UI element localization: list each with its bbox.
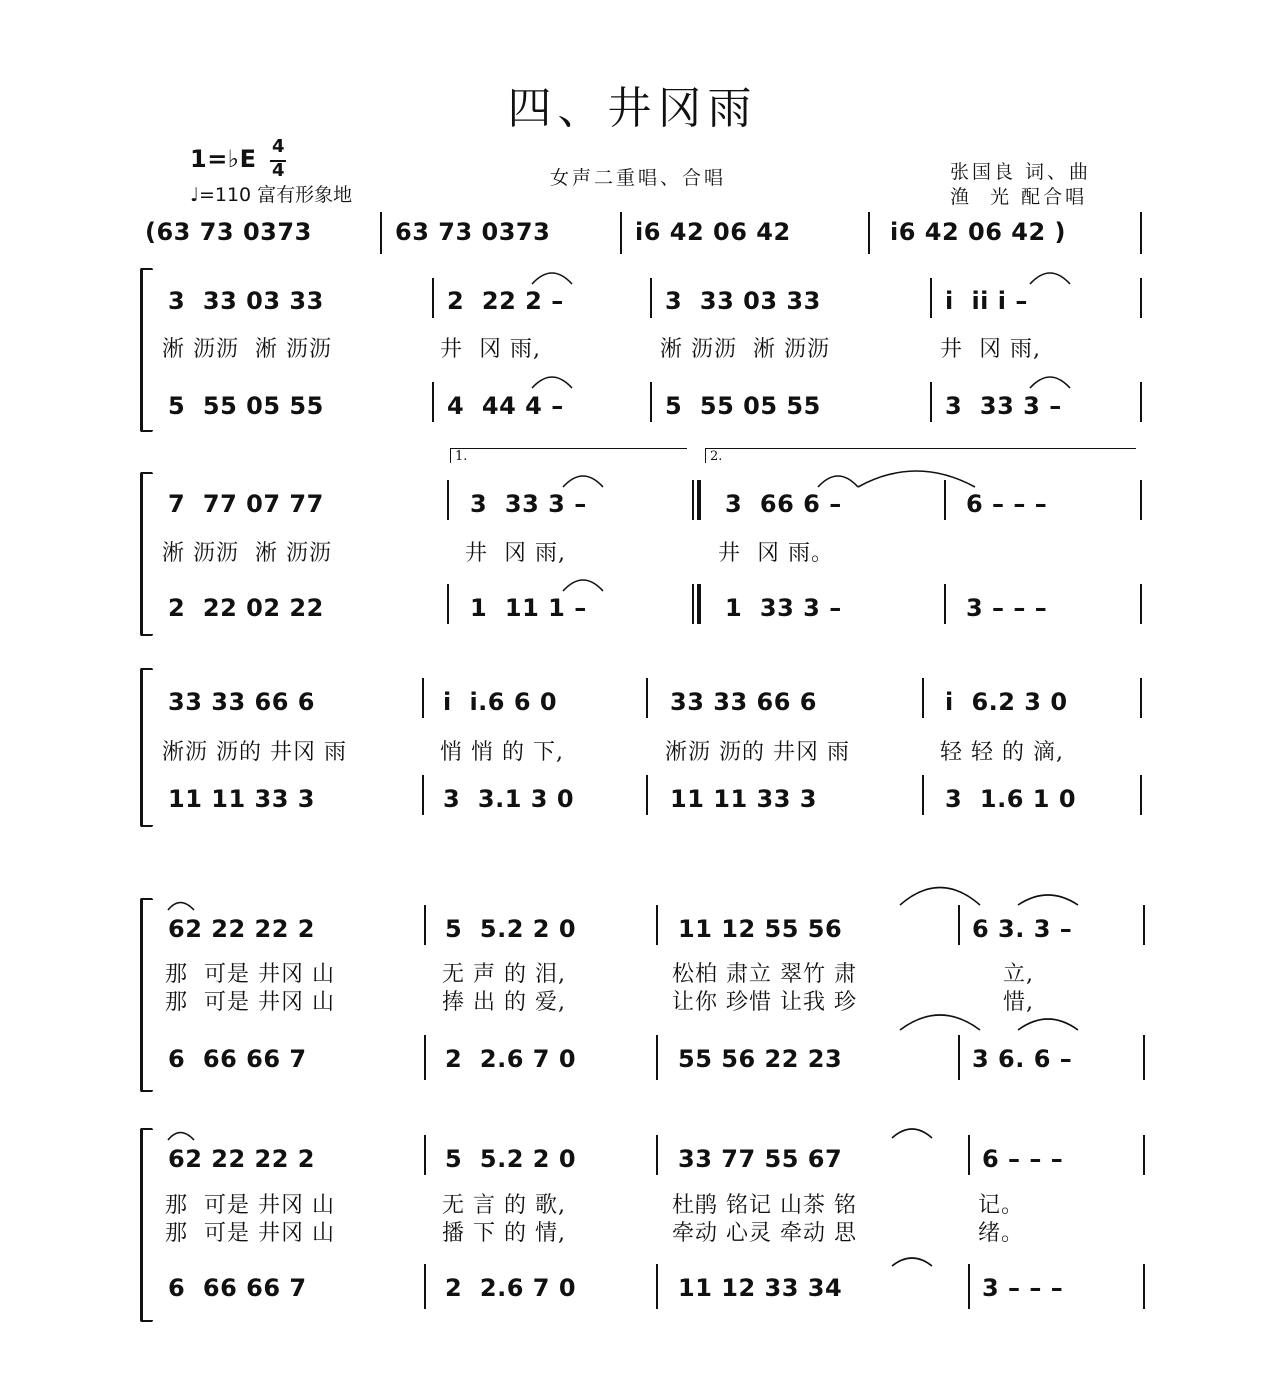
upper-measure: 3 33 3 – [470, 490, 587, 518]
lyric-line: 井 冈 雨, [465, 541, 566, 566]
lower-measure: 11 11 33 3 [670, 785, 817, 813]
slur [900, 888, 980, 906]
lyric-line-verse-1: 无 言 的 歌, [442, 1193, 566, 1218]
lyric-line-verse-1: 记。 [978, 1193, 1025, 1218]
song-title: 四、井冈雨 [507, 83, 758, 134]
lyric-line-verse-2: 牵动 心灵 牵动 思 [672, 1221, 857, 1246]
lyric-line-verse-1: 松柏 肃立 翠竹 肃 [672, 962, 857, 987]
slur [858, 471, 975, 487]
lyric-line-verse-2: 播 下 的 情, [442, 1221, 566, 1246]
upper-measure: 2 22 2 – [447, 287, 564, 315]
key-signature: 1=♭E [190, 145, 257, 173]
lower-measure: 6 66 66 7 [168, 1274, 307, 1302]
lyric-line: 淅沥 沥的 井冈 雨 [665, 740, 850, 765]
upper-measure: 3 33 03 33 [168, 287, 324, 315]
volta-label: 1. [455, 449, 468, 464]
upper-measure: 6 – – – [966, 490, 1048, 518]
intro-measure: i6 42 06 42 [635, 218, 791, 246]
upper-measure: i ii i – [945, 287, 1028, 315]
lyric-line-verse-1: 那 可是 井冈 山 [165, 962, 335, 987]
lower-measure: 2 2.6 7 0 [445, 1045, 577, 1073]
lyric-line: 淅沥 沥的 井冈 雨 [162, 740, 347, 765]
slur [892, 1129, 932, 1138]
lower-measure: 3 6. 6 – [972, 1045, 1073, 1073]
lower-measure: 11 12 33 34 [678, 1274, 843, 1302]
lyric-line: 悄 悄 的 下, [440, 740, 564, 765]
upper-measure: 6 – – – [982, 1145, 1064, 1173]
upper-measure: 62 22 22 2 [168, 1145, 315, 1173]
lyric-line: 淅 沥沥 淅 沥沥 [162, 541, 332, 566]
upper-measure: 11 12 55 56 [678, 915, 843, 943]
upper-measure: 5 5.2 2 0 [445, 1145, 577, 1173]
upper-measure: 33 33 66 6 [168, 688, 315, 716]
slur [168, 1133, 194, 1141]
intro-measure: (63 73 0373 [145, 218, 312, 246]
upper-measure: 5 5.2 2 0 [445, 915, 577, 943]
intro-measure: i6 42 06 42 ) [890, 218, 1067, 246]
upper-measure: 3 66 6 – [725, 490, 842, 518]
lower-measure: 3 – – – [982, 1274, 1064, 1302]
slur [1018, 1019, 1078, 1030]
time-signature-top: 4 [272, 136, 286, 157]
lyric-line-verse-2: 绪。 [978, 1221, 1025, 1246]
slur [1018, 895, 1078, 905]
slur [532, 377, 572, 388]
lower-measure: 5 55 05 55 [168, 392, 324, 420]
lower-measure: 6 66 66 7 [168, 1045, 307, 1073]
lyric-line-verse-2: 惜, [1003, 990, 1034, 1015]
time-signature-bottom: 4 [272, 160, 286, 181]
lower-measure: 1 11 1 – [470, 594, 587, 622]
slur [532, 273, 572, 284]
lower-measure: 2 2.6 7 0 [445, 1274, 577, 1302]
intro-measure: 63 73 0373 [395, 218, 551, 246]
slur [563, 476, 603, 487]
lyric-line: 井 冈 雨, [440, 337, 541, 362]
slur [563, 580, 603, 591]
upper-measure: 3 33 03 33 [665, 287, 821, 315]
lower-measure: 1 33 3 – [725, 594, 842, 622]
slur [818, 476, 858, 487]
volta-label: 2. [710, 449, 723, 464]
slur [168, 903, 194, 911]
subtitle: 女声二重唱、合唱 [550, 167, 727, 189]
lyric-line-verse-2: 那 可是 井冈 山 [165, 1221, 335, 1246]
lower-measure: 5 55 05 55 [665, 392, 821, 420]
lyric-line-verse-2: 捧 出 的 爱, [442, 990, 566, 1015]
lyric-line: 井 冈 雨。 [718, 541, 834, 566]
lower-measure: 4 44 4 – [447, 392, 564, 420]
lower-measure: 3 3.1 3 0 [443, 785, 575, 813]
slur [1030, 377, 1070, 388]
lower-measure: 11 11 33 3 [168, 785, 315, 813]
lower-measure: 3 1.6 1 0 [945, 785, 1077, 813]
lyric-line-verse-2: 那 可是 井冈 山 [165, 990, 335, 1015]
lyric-line: 淅 沥沥 淅 沥沥 [162, 337, 332, 362]
lyric-line: 轻 轻 的 滴, [940, 740, 1064, 765]
slur [1030, 273, 1070, 284]
lower-measure: 3 33 3 – [945, 392, 1062, 420]
upper-measure: i 6.2 3 0 [945, 688, 1068, 716]
lyric-line-verse-1: 立, [1003, 962, 1034, 987]
lyric-line-verse-1: 那 可是 井冈 山 [165, 1193, 335, 1218]
lyric-line: 井 冈 雨, [940, 337, 1041, 362]
tempo-marking: ♩=110 富有形象地 [190, 184, 353, 206]
lower-measure: 2 22 02 22 [168, 594, 324, 622]
lyric-line-verse-1: 无 声 的 泪, [442, 962, 566, 987]
lyric-line: 淅 沥沥 淅 沥沥 [660, 337, 830, 362]
upper-measure: 33 77 55 67 [678, 1145, 843, 1173]
lyric-line-verse-1: 杜鹃 铭记 山茶 铭 [672, 1193, 857, 1218]
upper-measure: 33 33 66 6 [670, 688, 817, 716]
slur [900, 1015, 980, 1030]
upper-measure: i i.6 6 0 [443, 688, 558, 716]
lower-measure: 55 56 22 23 [678, 1045, 843, 1073]
credit-lyrics-music: 张国良 词、曲 [950, 161, 1092, 183]
upper-measure: 62 22 22 2 [168, 915, 315, 943]
lower-measure: 3 – – – [966, 594, 1048, 622]
upper-measure: 7 77 07 77 [168, 490, 324, 518]
lyric-line-verse-2: 让你 珍惜 让我 珍 [672, 990, 857, 1015]
slur [892, 1258, 932, 1266]
credit-arranger: 渔 光 配合唱 [950, 186, 1088, 208]
upper-measure: 6 3. 3 – [972, 915, 1073, 943]
